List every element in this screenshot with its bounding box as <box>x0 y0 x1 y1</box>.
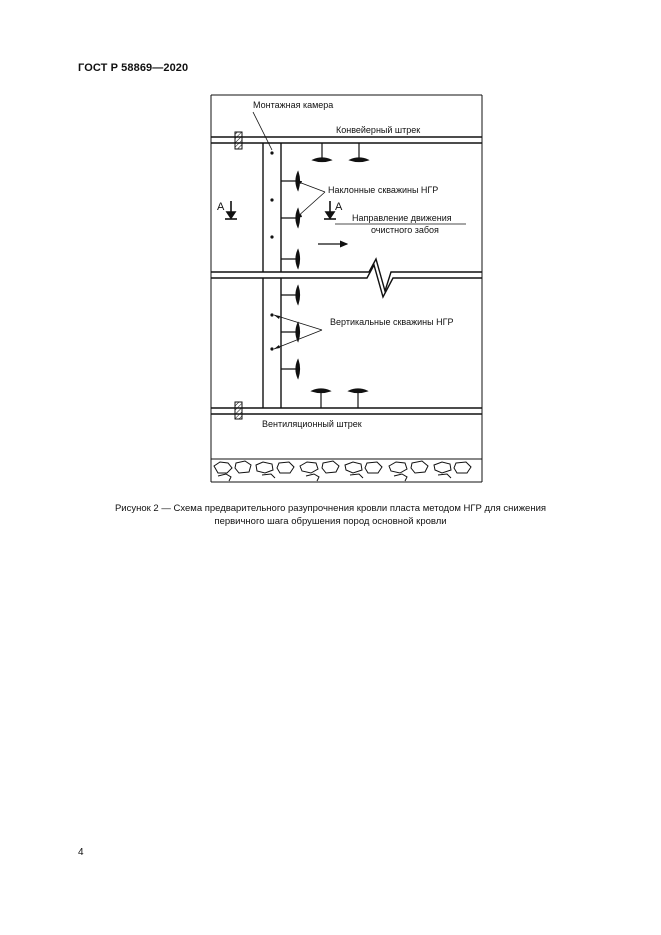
ventilation-drift <box>211 408 482 414</box>
figure-caption <box>60 502 601 528</box>
inclined-wells-bottom <box>312 389 367 408</box>
mounting-chamber <box>263 143 281 408</box>
direction-label-line2: очистного забоя <box>371 225 439 235</box>
caption-line-1: Рисунок 2 — Схема предварительного разупрочнения кровли пласта методом НГР для снижения <box>114 503 547 514</box>
inclined-wells-label: Наклонные скважины НГР <box>328 185 439 195</box>
caption-line-2: первичного шага обрушения пород основной кровли <box>214 516 447 527</box>
break-line <box>211 259 482 297</box>
mounting-chamber-label: Монтажная камера <box>253 100 334 110</box>
conveyor-stopping-hatch <box>235 132 242 149</box>
collapsed-rock-zone <box>211 459 482 481</box>
section-mark-left <box>225 201 237 219</box>
inclined-wells-top <box>313 143 368 162</box>
ventilation-drift-label: Вентиляционный штрек <box>262 419 362 429</box>
chamber-wells <box>281 172 300 378</box>
standard-header: ГОСТ Р 58869—2020 <box>78 62 189 74</box>
page-number: 4 <box>78 847 84 858</box>
chamber-dots <box>270 151 273 350</box>
conveyor-drift-label: Конвейерный штрек <box>336 125 421 135</box>
direction-label-line1: Направление движения <box>352 213 452 223</box>
vertical-wells-label: Вертикальные скважины НГР <box>330 317 454 327</box>
section-label-left: А <box>217 201 225 213</box>
ventilation-stopping-hatch <box>235 402 242 419</box>
conveyor-drift <box>211 137 482 143</box>
section-label-right: А <box>335 201 343 213</box>
